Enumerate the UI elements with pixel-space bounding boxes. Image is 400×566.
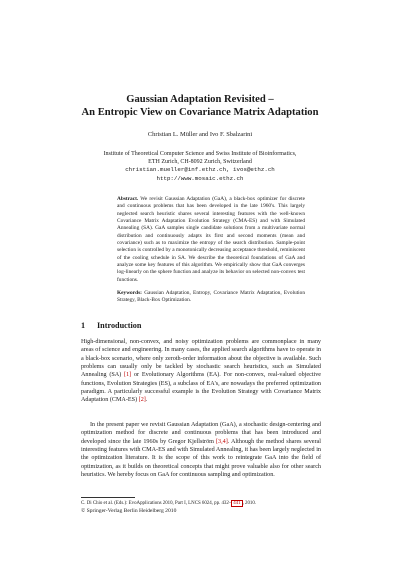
p1-text-b: or Evolutionary Algorithms (EA). For non-convex, real-valued objective functions, Evolution Strategies (ES), a subclass of EA's, are nowadays the preferred optimization paradigm. A particularly successful example is the Evolution Strategy with Covariance Matrix Adaptation (CMA-ES) bbox=[81, 372, 322, 404]
affiliation-block bbox=[40, 150, 360, 183]
title-line-1: Gaussian Adaptation Revisited – bbox=[126, 94, 274, 105]
author-emails: christian.mueller@inf.ethz.ch, ivos@ethz.ch bbox=[125, 166, 275, 174]
abstract-text: We revisit Gaussian Adaptation (GaA), a black-box optimizer for discrete and continuous problems that has been developed in the late 1960's. This largely neglected search heuristic shares several interesting features with the well-known Covariance Matrix Adaptation Evolution Strategy (CMA-ES) and with Simulated Annealing (SA). GaA samples single candidate solutions from a multivariate normal distribution and continuously adapts its first and second moments (mean and covariance) such as to maximize the entropy of the search distribution. Sample-point selection is controlled by a monotonically decreasing acceptance threshold, reminiscent of the cooling schedule in SA. We describe the theoretical foundations of GaA and analyze some key features of this algorithm. We empirically show that GaA converges log-linearly on the sphere function and analyze its behavior on selected non-convex test functions. bbox=[117, 196, 305, 283]
affiliation-line-2: ETH Zurich, CH-8092 Zurich, Switzerland bbox=[148, 159, 252, 166]
title-line-2: An Entropic View on Covariance Matrix Adaptation bbox=[81, 107, 319, 118]
section-title: Introduction bbox=[97, 321, 142, 330]
keywords bbox=[117, 290, 305, 305]
citation-link-1[interactable]: [1] bbox=[124, 372, 132, 379]
citation-link-3-4[interactable]: [3,4] bbox=[215, 438, 228, 445]
affiliation-line-1: Institute of Theoretical Computer Science and Swiss Institute of Bioinformatics, bbox=[103, 151, 297, 157]
copyright: © Springer-Verlag Berlin Heidelberg 2010 bbox=[81, 507, 177, 514]
p2-text-a: In the present paper we revisit Gaussian Adaptation (GaA), a stochastic design-centering and optimization method for discrete and continuous problems that has been introduced and developed since the late 1960s by Gregor Kjellström bbox=[81, 422, 321, 445]
publication-footer bbox=[81, 500, 256, 514]
intro-paragraph-1 bbox=[81, 338, 321, 405]
section-heading bbox=[81, 321, 141, 330]
keywords-text: Gaussian Adaptation, Entropy, Covariance Matrix Adaptation, Evolution Strategy, Black-Box Optimization. bbox=[117, 290, 305, 304]
lab-url: http://www.mosaic.ethz.ch bbox=[156, 174, 244, 182]
p1-text-a: High-dimensional, non-convex, and noisy optimization problems are commonplace in many areas of science and engineering. In many cases, the applied search algorithms have to operate in a black-box scenario, where only zeroth-order information about the objective is available. Such problems can usually only be tackled by stochastic search heuristics, such as Simulated Annealing (SA) bbox=[81, 339, 321, 379]
section-number: 1 bbox=[81, 321, 86, 330]
keywords-label: Keywords: bbox=[117, 290, 142, 296]
paper-title bbox=[40, 93, 360, 119]
p2-text-b: . Although the method shares several interesting features with CMA-ES and with Simulated Annealing, it has been largely neglected in the optimization literature. It is the scope of this work to reintegrate GaA into the field of optimization, as it builds on theoretical concepts that might prove valuable also for other search heuristics. We hereby focus on GaA for continuous sampling and optimization. bbox=[81, 438, 321, 479]
page-range-link[interactable]: 441 bbox=[233, 501, 241, 506]
abstract-label: Abstract. bbox=[117, 196, 139, 202]
abstract bbox=[117, 196, 305, 284]
citation-link-2[interactable]: [2] bbox=[138, 397, 146, 404]
footer-citation-a: C. Di Chio et al. (Eds.): EvoApplications 2010, Part I, LNCS 6024, pp. 432– bbox=[81, 501, 232, 506]
footer-rule bbox=[81, 497, 135, 498]
intro-paragraph-2 bbox=[81, 421, 321, 479]
footer-citation-b: , 2010. bbox=[242, 501, 257, 506]
p1-text-c: . bbox=[145, 397, 148, 404]
authors: Christian L. Müller and Ivo F. Sbalzarini bbox=[147, 131, 253, 138]
